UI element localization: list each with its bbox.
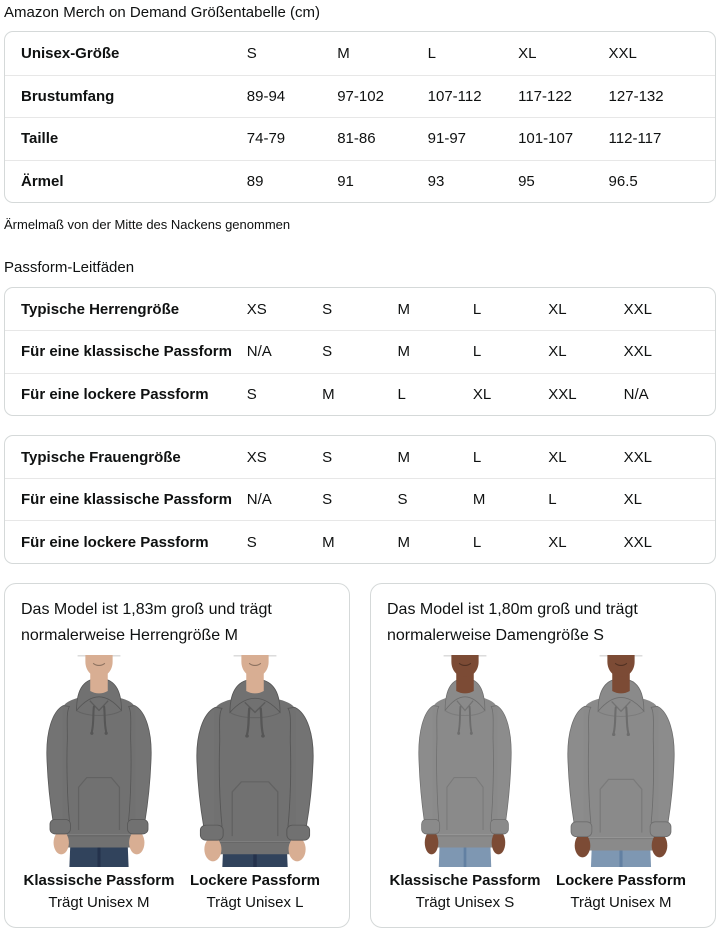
figure-loose-fit [545, 655, 697, 914]
page-title: Amazon Merch on Demand Größentabelle (cm) [4, 4, 320, 21]
fit-table-men [4, 287, 716, 416]
figure-loose-fit [179, 655, 331, 914]
cell: 97-102 [337, 87, 384, 105]
wears-label: Trägt Unisex M [570, 893, 672, 911]
figure-caption [24, 870, 175, 914]
table-row [5, 520, 715, 562]
cell: M [322, 385, 335, 403]
cell: M [322, 533, 335, 551]
cell: S [246, 385, 257, 403]
cell: XXL [623, 300, 652, 318]
model-card-women [370, 583, 716, 928]
cell: XXL [623, 343, 652, 361]
model-figures [387, 655, 699, 914]
cell: M [397, 533, 410, 551]
cell: S [322, 491, 333, 509]
figure-classic-fit [389, 655, 541, 914]
figure-caption [556, 870, 686, 914]
cell: 107-112 [427, 87, 482, 105]
model-card-men [4, 583, 350, 928]
cell: XL [623, 491, 642, 509]
model-photo-men-loose [179, 655, 331, 867]
cell: L [472, 533, 482, 551]
row-label: Für eine klassische Passform [21, 491, 232, 509]
cell: S [246, 533, 257, 551]
cell: XL [548, 533, 567, 551]
model-description: Das Model ist 1,83m groß und trägt normalerweise Herrengröße M [21, 600, 272, 644]
model-cards [4, 583, 716, 928]
cell: S [322, 448, 333, 466]
model-photo-men-classic [23, 655, 175, 867]
row-label: Taille [21, 130, 59, 148]
fit-label: Lockere Passform [555, 871, 687, 889]
table-row-waist [5, 117, 715, 160]
column-header: XXL [608, 44, 637, 62]
cell: XS [246, 300, 267, 318]
cell: 91 [337, 172, 354, 190]
row-label: Für eine lockere Passform [21, 533, 209, 551]
cell: M [397, 343, 410, 361]
cell: M [397, 448, 410, 466]
figure-classic-fit [23, 655, 175, 914]
cell: XL [548, 448, 567, 466]
row-label: Für eine lockere Passform [21, 385, 209, 403]
model-photo-women-classic [389, 655, 541, 867]
wears-label: Trägt Unisex L [206, 893, 304, 911]
cell: 89 [246, 172, 264, 190]
cell: XXL [623, 533, 652, 551]
fit-label: Lockere Passform [189, 871, 321, 889]
table-header-row [5, 32, 715, 75]
table-row [5, 288, 715, 330]
fit-guides-heading: Passform-Leitfäden [4, 259, 135, 276]
cell: 91-97 [427, 130, 467, 148]
cell: 127-132 [608, 87, 664, 105]
unisex-size-table [4, 31, 716, 203]
cell: 101-107 [518, 130, 574, 148]
cell: XXL [623, 448, 652, 466]
table-row-sleeve [5, 160, 715, 203]
cell: 96.5 [608, 172, 638, 190]
fit-table-women [4, 435, 716, 564]
column-header: M [337, 44, 350, 62]
cell: 74-79 [246, 130, 286, 148]
cell: N/A [246, 343, 272, 361]
cell: L [548, 491, 557, 509]
row-label: Brustumfang [21, 87, 115, 105]
cell: XL [548, 300, 567, 318]
header-label: Unisex-Größe [21, 44, 120, 62]
column-header: L [427, 44, 436, 62]
table-row [5, 330, 715, 372]
cell: L [472, 300, 482, 318]
column-header: S [246, 44, 257, 62]
row-label: Für eine klassische Passform [21, 343, 232, 361]
table-row-chest [5, 75, 715, 118]
wears-label: Trägt Unisex M [48, 893, 150, 911]
cell: XXL [548, 385, 577, 403]
cell: 93 [427, 172, 445, 190]
model-photo-women-loose [545, 655, 697, 867]
cell: M [397, 300, 410, 318]
cell: S [322, 343, 333, 361]
table-row [5, 436, 715, 478]
row-label: Typische Herrengröße [21, 300, 180, 318]
model-figures [21, 655, 333, 914]
cell: L [472, 343, 482, 361]
cell: L [472, 448, 482, 466]
fit-label: Klassische Passform [389, 871, 541, 889]
row-label: Ärmel [21, 172, 64, 190]
cell: L [397, 385, 406, 403]
row-label: Typische Frauengröße [21, 448, 181, 466]
model-description: Das Model ist 1,80m groß und trägt normalerweise Damengröße S [387, 600, 638, 644]
cell: 117-122 [518, 87, 573, 105]
figure-caption [190, 870, 320, 914]
cell: XL [472, 385, 492, 403]
cell: 89-94 [246, 87, 286, 105]
figure-caption [390, 870, 541, 914]
cell: S [397, 491, 408, 509]
cell: XS [246, 448, 267, 466]
cell: 95 [518, 172, 535, 190]
table-row [5, 373, 715, 415]
cell: 112-117 [608, 130, 662, 148]
wears-label: Trägt Unisex S [415, 893, 515, 911]
cell: 81-86 [337, 130, 376, 148]
cell: N/A [246, 491, 272, 509]
sleeve-measure-note: Ärmelmaß von der Mitte des Nackens genommen [4, 217, 291, 232]
column-header: XL [518, 44, 537, 62]
cell: N/A [623, 385, 649, 403]
cell: M [472, 491, 486, 509]
cell: S [322, 300, 333, 318]
fit-label: Klassische Passform [23, 871, 175, 889]
cell: XL [548, 343, 567, 361]
table-row [5, 478, 715, 520]
